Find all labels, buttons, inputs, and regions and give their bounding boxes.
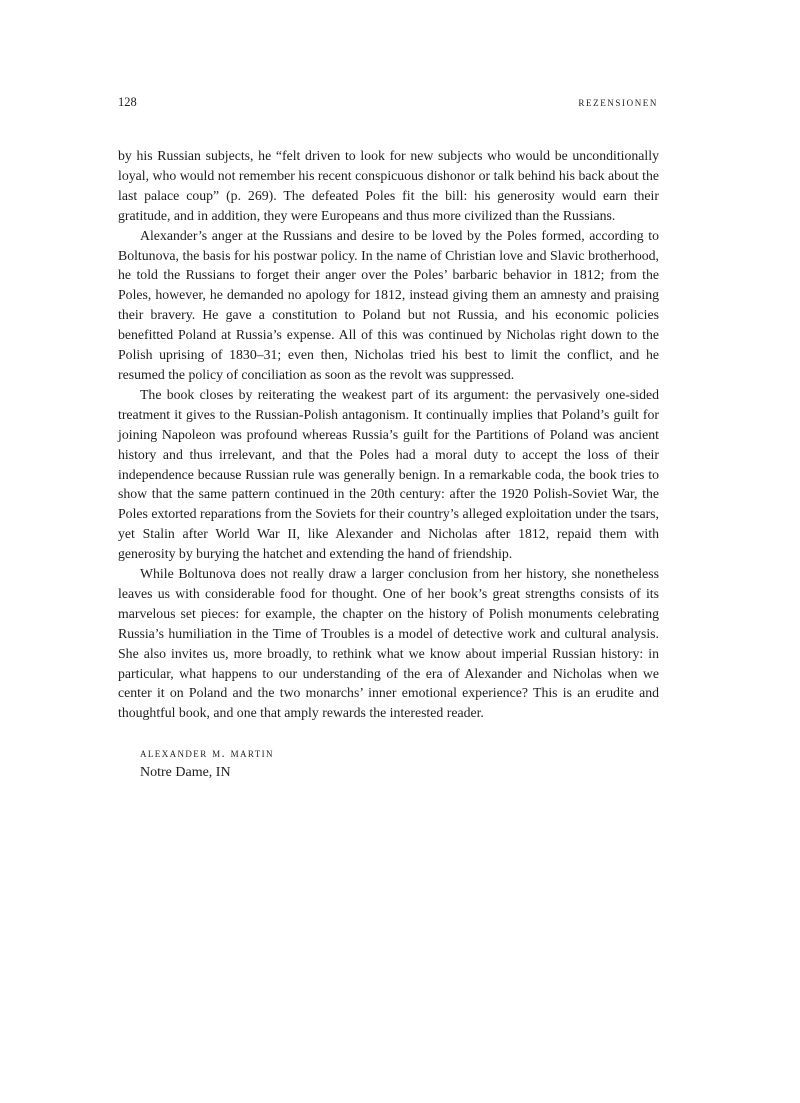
section-title: rezensionen xyxy=(578,94,658,109)
paragraph-4: While Boltunova does not really draw a larger conclusion from her history, she nonetheless leaves us with considerable food for thought. One of her book’s great strengths consists of its marvelous set pieces: for example, the chapter on the history of Polish monuments celebrating Russia’s humiliation in the Time of Troubles is a model of detective work and cultural analysis. She also invites us, more broadly, to rethink what we know about imperial Russian history: in particular, what happens to our understanding of the era of Alexander and Nicholas when we center it on Poland and the two monarchs’ inner emotional experience? This is an erudite and thoughtful book, and one that amply rewards the interested reader. xyxy=(118,566,659,721)
review-body xyxy=(118,146,659,723)
paragraph-3: The book closes by reiterating the weakest part of its argument: the pervasively one-sided treatment it gives to the Russian-Polish antagonism. It continually implies that Poland’s guilt for joining Napoleon was profound whereas Russia’s guilt for the Partitions of Poland was ancient history and thus irrelevant, and that the Poles had a moral duty to accept the loss of their independence because Russian rule was generally benign. In a remarkable coda, the book tries to show that the same pattern continued in the 20th century: after the 1920 Polish-Soviet War, the Poles extorted reparations from the Soviets for their country’s alleged exploitation under the tsars, yet Stalin after World War II, like Alexander and Nicholas after 1812, repaid them with generosity by burying the hatchet and extending the hand of friendship. xyxy=(118,386,660,562)
running-head xyxy=(118,94,658,110)
page-number: 128 xyxy=(118,95,137,109)
reviewer-location: Notre Dame, IN xyxy=(140,765,231,780)
paragraph-2: Alexander’s anger at the Russians and desire to be loved by the Poles formed, according to Boltunova, the basis for his postwar policy. In the name of Christian love and Slavic brotherhood, he told the Russians to forget their anger over the Poles’ barbaric behavior in 1812; from the Poles, however, he demanded no apology for 1812, instead giving them an amnesty and praising their bravery. He gave a constitution to Poland but not Russia, and his economic policies benefitted Poland at Russia’s expense. All of this was continued by Nicholas right down to the Polish uprising of 1830–31; even then, Nicholas tried his best to limit the conflict, and he resumed the policy of conciliation as soon as the revolt was suppressed. xyxy=(118,227,659,382)
reviewer-name: alexander m. martin xyxy=(140,746,274,760)
reviewer-signature xyxy=(140,744,274,784)
paragraph-1: by his Russian subjects, he “felt driven to look for new subjects who would be unconditionally loyal, who would not remember his recent conspicuous dishonor or talk behind his back about the last palace coup” (p. 269). The defeated Poles fit the bill: his generosity would earn their gratitude, and in addition, they were Europeans and thus more civilized than the Russians. xyxy=(118,148,659,223)
